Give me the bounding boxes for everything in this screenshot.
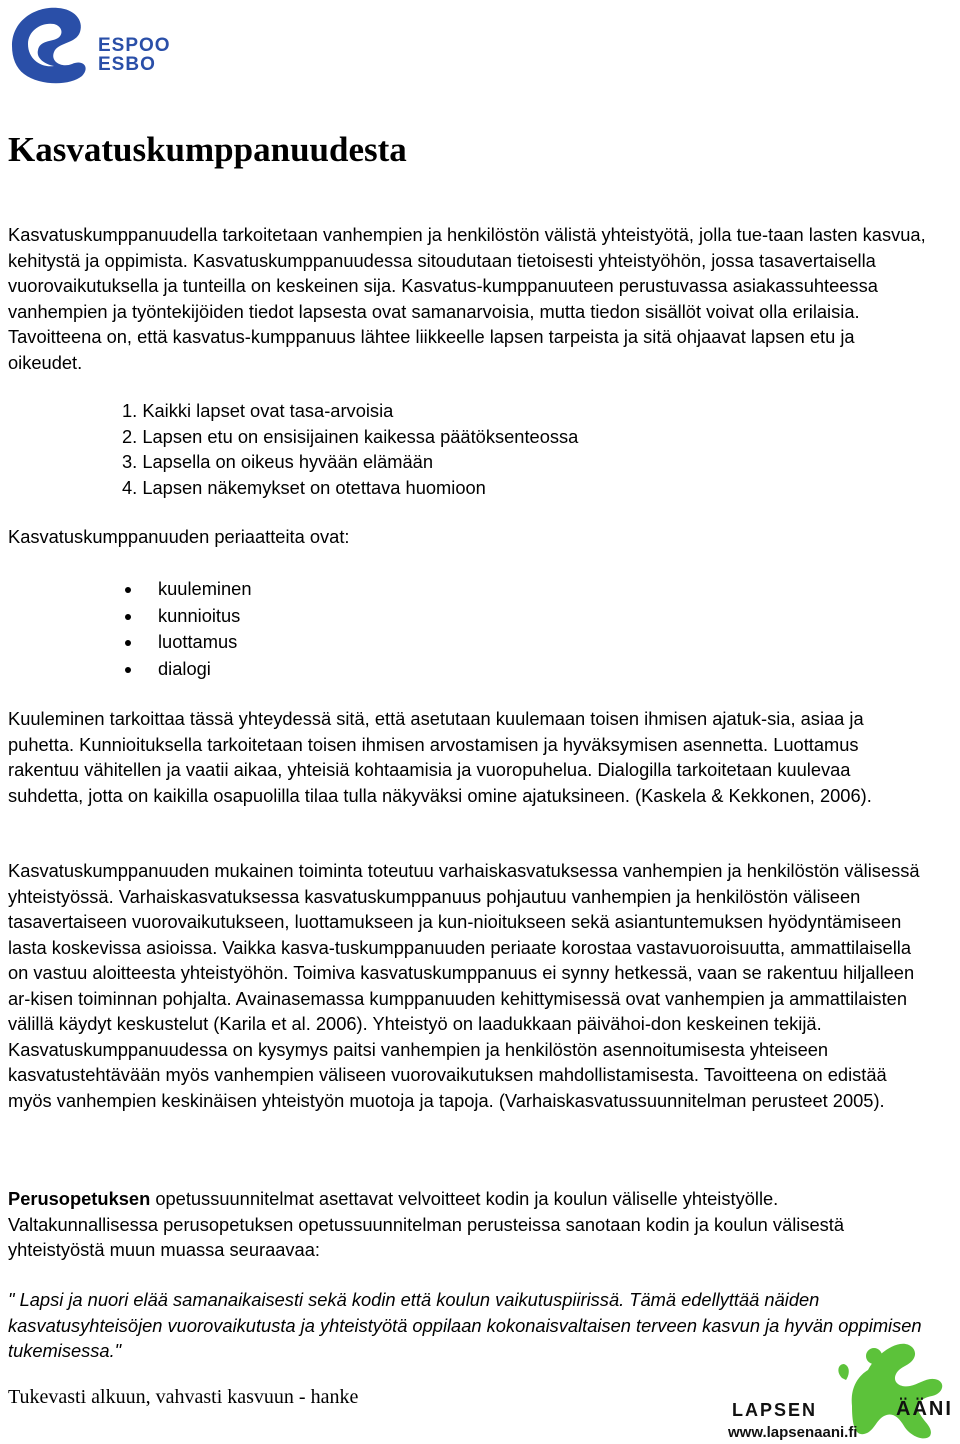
list-item: 2. Lapsen etu on ensisijainen kaikessa päätöksenteossa — [122, 425, 579, 447]
espoo-logo-text: ESPOO ESBO — [98, 35, 171, 75]
bullet-icon — [125, 614, 131, 620]
basic-education-text: opetussuunnitelmat asettavat velvoitteet kodin ja koulun väliselle yhteistyölle. Valtakunnallisessa perusopetuksen opetussuunnitelman perusteissa sanotaan kodin ja koulun välisestä yhteistyöstä muun muassa seuraavaa: — [8, 1188, 845, 1260]
website-link[interactable]: www.lapsenaani.fi — [728, 1424, 858, 1441]
footer-project-name: Tukevasti alkuun, vahvasti kasvuun - hanke — [8, 1386, 359, 1408]
list-item: 3. Lapsella on oikeus hyvään elämään — [122, 451, 433, 472]
page-title: Kasvatuskumppanuudesta — [8, 130, 407, 169]
early-childhood-paragraph: Kasvatuskumppanuuden mukainen toiminta toteutuu varhaiskasvatuksessa vanhempien ja henkilöstön välisessä yhteistyössä. Varhaiskasvatuksessa kasvatuskumppanuus pohjautuu vanhempien ja henkilöstön väliseen tasavertaiseen vuorovaikutukseen, luottamukseen ja kun-nioitukseen sekä asiantuntemuksen hyödyntämiseen lasta koskevissa asioissa. Vaikka kasva-tuskumppanuuden periaate korostaa vastavuoroisuutta, ammattilaisella on vastuu aloitteesta yhteistyöhön. Toimiva kasvatuskumppanuus ei synny hetkessä, vaan se rakentuu hiljalleen ar-kisen toiminnan pohjalta. Avainasemassa kumppanuuden kehittymisessä ovat vanhempien ja ammattilaisten välillä käydyt keskustelut (Karila et al. 2006). Yhteistyö on laadukkaan päivähoi-don keskeinen tekijä. Kasvatuskumppanuudessa on kysymys paitsi vanhempien ja henkilöstön asennoitumisesta yhteiseen kasvatustehtävään myös vanhempien väliseen vuorovaikutuksen mahdollistamisesta. Tavoitteena on edistää myös vanhempien keskinäisen yhteistyön muotoja ja tapoja. (Varhaiskasvatussuunnitelman perusteet 2005). — [8, 860, 920, 1111]
quote-paragraph: " Lapsi ja nuori elää samanaikaisesti sekä kodin että koulun vaikutuspiirissä. Tämä edellyttää näiden kasvatusyhteisöjen vuorovaikutusta ja yhteistyötä oppilaan kokonaisvaltaisen terveen kasvun ja hyvän oppimisen tukemisessa." — [8, 1289, 922, 1361]
list-item: 1. Kaikki lapset ovat tasa-arvoisia — [122, 400, 394, 421]
list-item: 4. Lapsen näkemykset on otettava huomioon — [122, 476, 486, 498]
bullet-icon — [125, 640, 131, 646]
logo-word-lapsen: LAPSEN — [732, 1400, 818, 1420]
basic-education-paragraph — [8, 1186, 928, 1263]
numbered-list — [122, 398, 960, 500]
document-page: ESPOO ESBO Kasvatuskumppanuudesta Kasvatuskumppanuudella tarkoitetaan vanhempien ja henkilöstön välistä yhteistyötä, jolla tue-taan lasten kasvua, kehitystä ja oppimista. Kasvatuskumppanuudessa sitoudutaan tietoisesti yhteistyöhön, jossa tasavertaisella vuorovaikutuksella ja tunteilla on keskeinen sija. Kasvatus-kumppanuuteen perustuvassa asiakassuhteessa vanhempien ja työntekijöiden tiedot lapsesta ovat samanarvoisia, mutta tiedon sisällöt voivat olla erilaisia. Tavoitteena on, että kasvatus-kumppanuus lähtee liikkeelle lapsen tarpeista ja sitä ohjaavat lapsen etu ja oikeudet. 1. Kaikki lapset ovat tasa-arvoisia 2. Lapsen etu on ensisijainen kaikessa päätöksenteossa 3. Lapsella on oikeus hyvään elämään 4. Lapsen näkemykset on otettava huomioon Kasvatuskumppanuuden periaatteita ovat: kuuleminen kunnioitus luottamus dialogi Kuuleminen tarkoittaa tässä yhteydessä sitä, että asetutaan kuulemaan toisen ihmisen ajatuk-sia, asiaa ja puhetta. Kunnioituksella tarkoitetaan toisen ihmisen arvostamisen ja hyväksymisen asennetta. Luottamus rakentuu vähitellen ja vaatii aikaa, yhteisiä kohtaamisia ja vuoropuhelua. Dialogilla tarkoitetaan kuulevaa suhdetta, jotta on kaikilla osapuolilla tilaa tulla näkyväksi omine ajatuksineen. (Kaskela & Kekkonen, 2006). Kasvatuskumppanuuden mukainen toiminta toteutuu varhaiskasvatuksessa vanhempien ja henkilöstön välisessä yhteistyössä. Varhaiskasvatuksessa kasvatuskumppanuus pohjautuu vanhempien ja henkilöstön väliseen tasavertaiseen vuorovaikutukseen, luottamukseen ja kun-nioitukseen sekä asiantuntemuksen hyödyntämiseen lasta koskevissa asioissa. Vaikka kasva-tuskumppanuuden periaate korostaa vastavuoroisuutta, ammattilaisella on vastuu aloitteesta yhteistyöhön. Toimiva kasvatuskumppanuus ei synny hetkessä, vaan se rakentuu hiljalleen ar-kisen toiminnan pohjalta. Avainasemassa kumppanuuden kehittymisessä ovat vanhempien ja ammattilaisten välillä käydyt keskustelut (Karila et al. 2006). Yhteistyö on laadukkaan päivähoi-don keskeinen tekijä. Kasvatuskumppanuudessa on kysymys paitsi vanhempien ja henkilöstön asennoitumisesta yhteiseen kasvatustehtävään myös vanhempien väliseen vuorovaikutuksen mahdollistamisesta. Tavoitteena on edistää myös vanhempien keskinäisen yhteistyön muotoja ja tapoja. (Varhaiskasvatussuunnitelman perusteet 2005). Perusopetuksen opetussuunnitelmat asettavat velvoitteet kodin ja koulun väliselle yhteistyölle. Valtakunnallisessa perusopetuksen opetussuunnitelman perusteissa sanotaan kodin ja koulun välisestä yhteistyöstä muun muassa seuraavaa: " Lapsi ja nuori elää samanaikaisesti sekä kodin että koulun vaikutuspiirissä. Tämä edellyttää näiden kasvatusyhteisöjen vuorovaikutusta ja yhteistyötä oppilaan kokonaisvaltaisen terveen kasvun ja hyvän oppimisen tukemisessa." Tukevasti alkuun, vahvasti kasvuun - hanke LAPSEN ÄÄNI www.lapsenaani.fi — [0, 0, 960, 1444]
bullet-icon — [125, 587, 131, 593]
bold-term: Perusopetuksen — [8, 1188, 151, 1209]
logo-word-aani: ÄÄNI — [896, 1398, 953, 1420]
bullet-icon — [125, 667, 131, 673]
intro-paragraph: Kasvatuskumppanuudella tarkoitetaan vanhempien ja henkilöstön välistä yhteistyötä, jolla tue-taan lasten kasvua, kehitystä ja oppimista. Kasvatuskumppanuudessa sitoudutaan tietoisesti yhteistyöhön, jossa tasavertaisella vuorovaikutuksella ja tunteilla on keskeinen sija. Kasvatus-kumppanuuteen perustuvassa asiakassuhteessa vanhempien ja työntekijöiden tiedot lapsesta ovat samanarvoisia, mutta tiedon sisällöt voivat olla erilaisia. Tavoitteena on, että kasvatus-kumppanuus lähtee liikkeelle lapsen tarpeista ja sitä ohjaavat lapsen etu ja oikeudet. — [8, 224, 926, 373]
principles-paragraph: Kuuleminen tarkoittaa tässä yhteydessä sitä, että asetutaan kuulemaan toisen ihmisen ajatuk-sia, asiaa ja puhetta. Kunnioituksella tarkoitetaan toisen ihmisen arvostamisen ja hyväksymisen asennetta. Luottamus rakentuu vähitellen ja vaatii aikaa, yhteisiä kohtaamisia ja vuoropuhelua. Dialogilla tarkoitetaan kuulevaa suhdetta, jotta on kaikilla osapuolilla tilaa tulla näkyväksi omine ajatuksineen. (Kaskela & Kekkonen, 2006). — [8, 708, 872, 806]
principles-heading: Kasvatuskumppanuuden periaatteita ovat: — [8, 526, 350, 547]
